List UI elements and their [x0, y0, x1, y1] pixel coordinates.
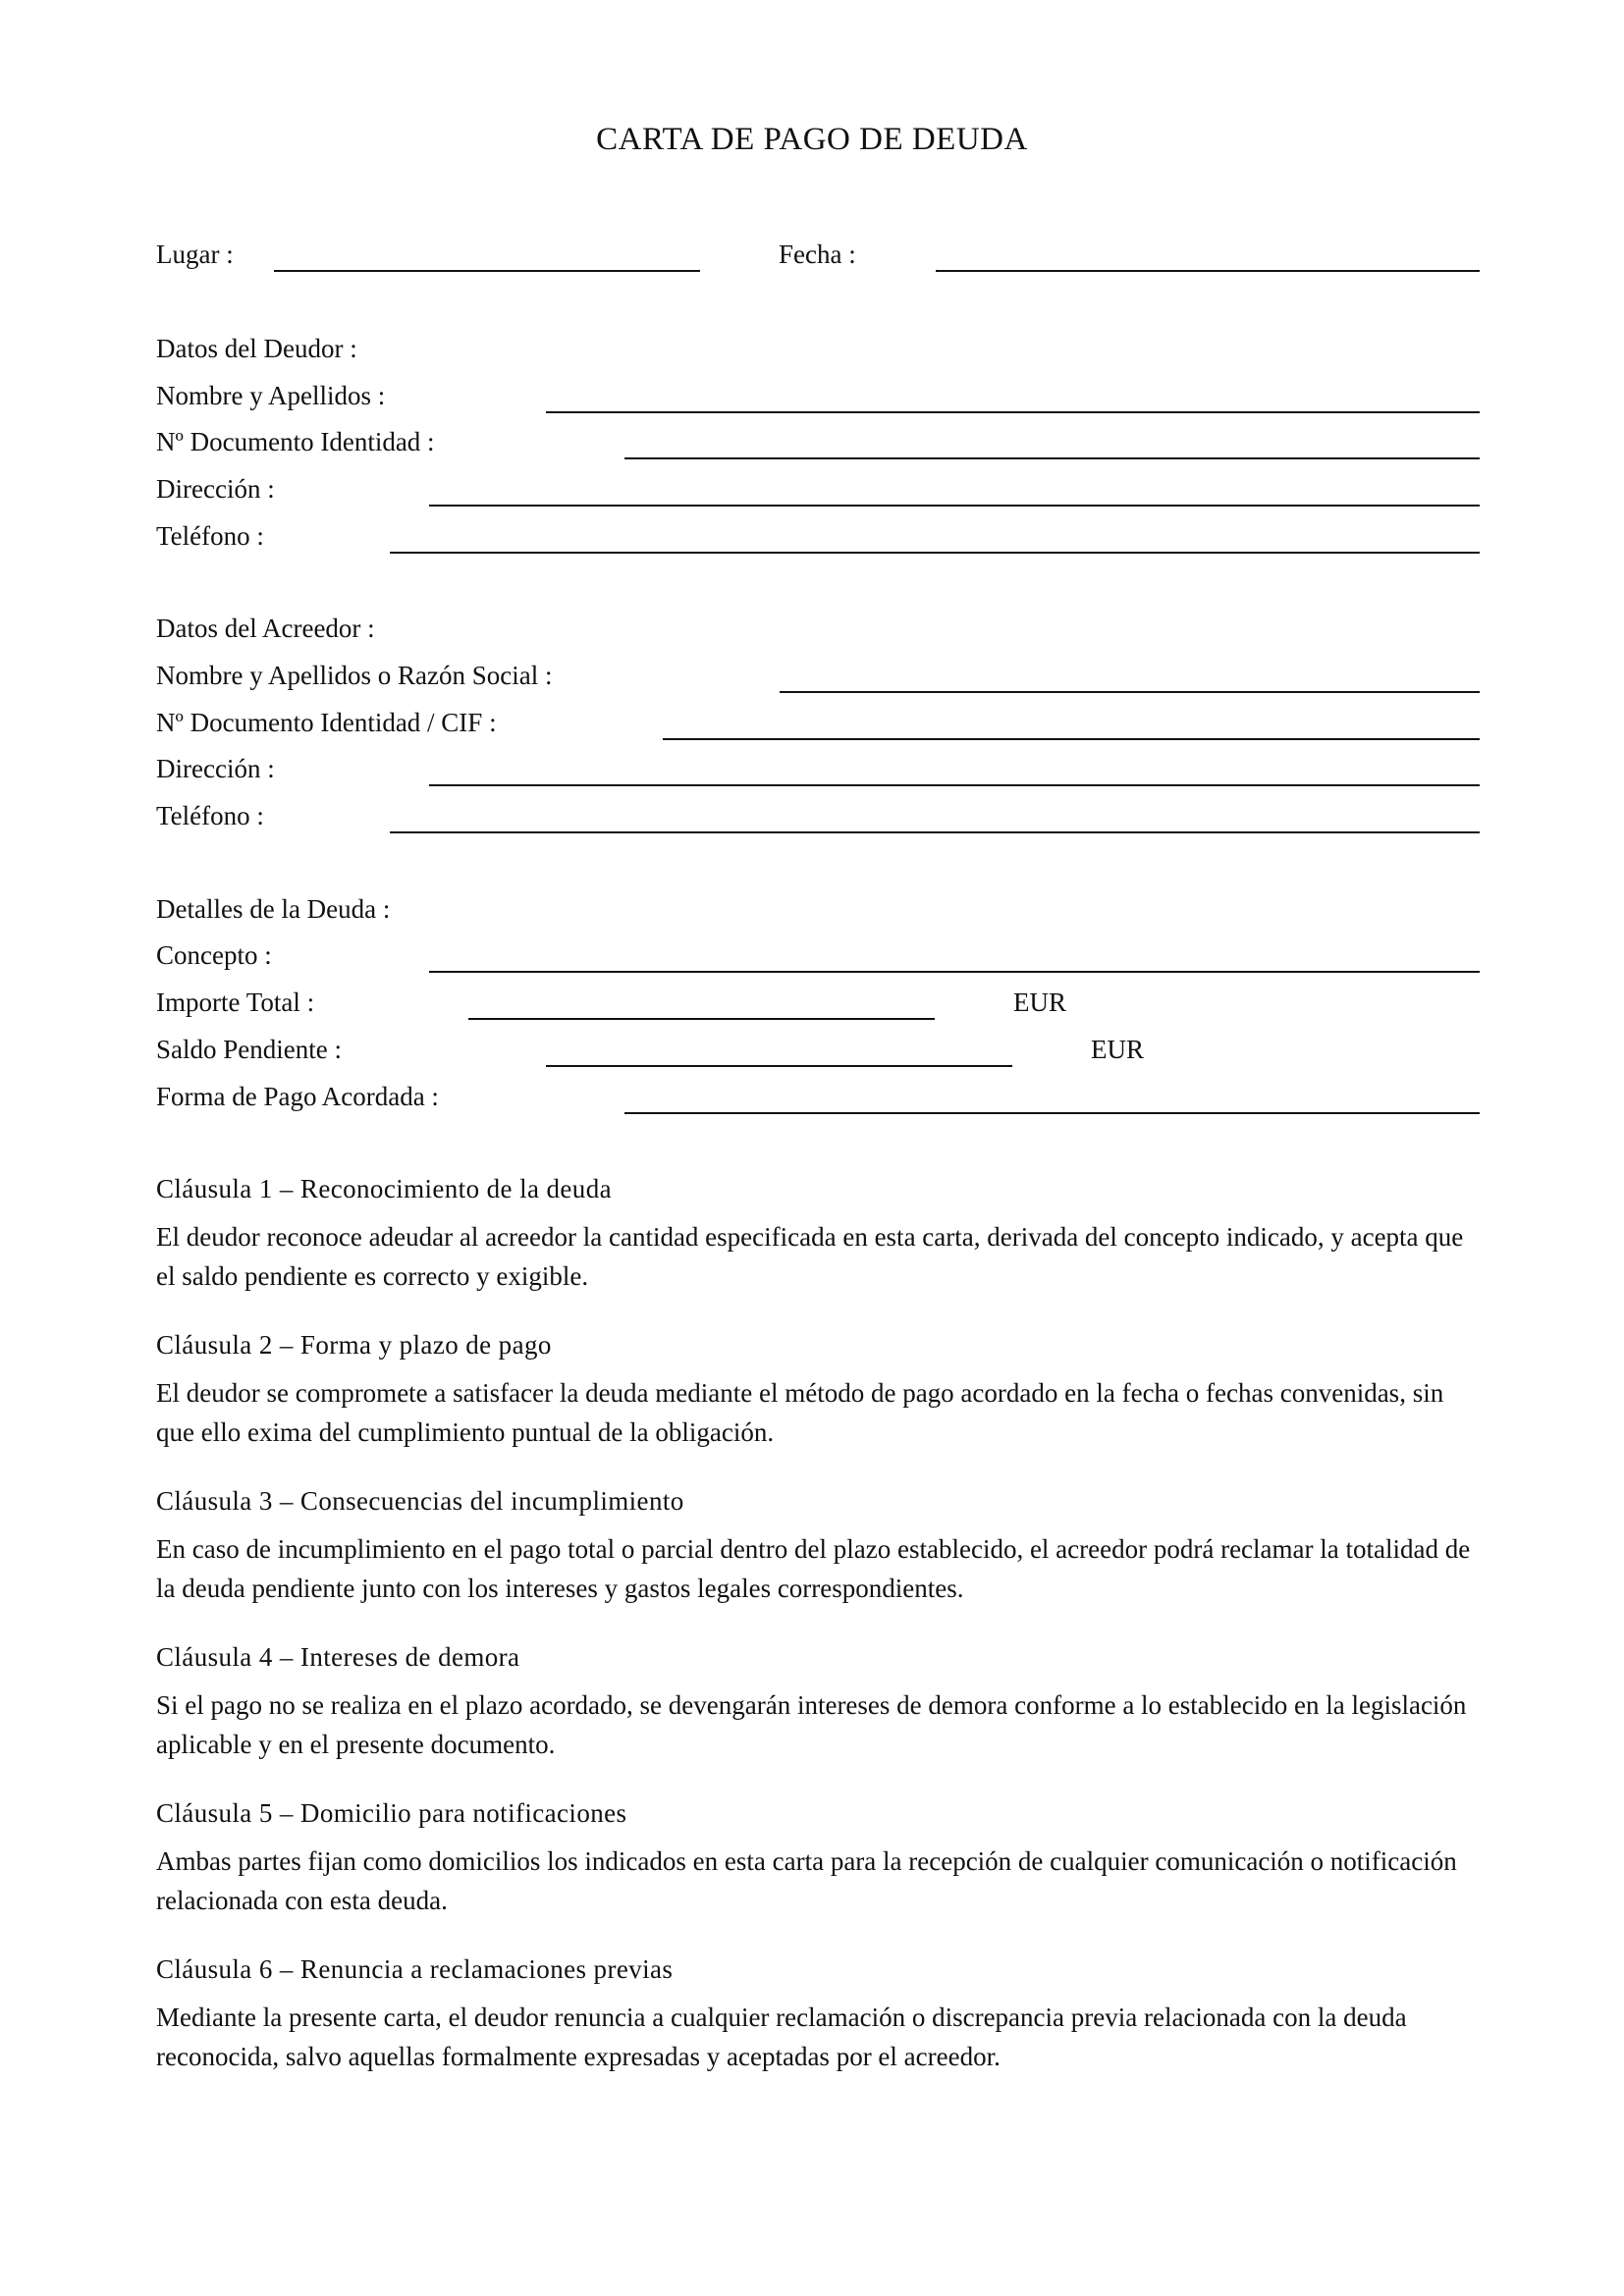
concepto-label: Concepto :	[156, 940, 272, 970]
clause-1-title: Cláusula 1 – Reconocimiento de la deuda	[156, 1174, 612, 1203]
deuda-section-label: Detalles de la Deuda :	[156, 894, 391, 924]
clause-3-title: Cláusula 3 – Consecuencias del incumplimiento	[156, 1486, 684, 1516]
deudor-direccion-label: Dirección :	[156, 474, 275, 504]
importe-total-currency: EUR	[1013, 988, 1066, 1017]
saldo-pendiente-field-line[interactable]	[546, 1065, 1012, 1067]
deudor-telefono-label: Teléfono :	[156, 521, 264, 551]
lugar-label: Lugar :	[156, 240, 234, 269]
importe-total-field-line[interactable]	[468, 1018, 935, 1020]
acreedor-telefono-field-line[interactable]	[390, 831, 1480, 833]
clause-1-body: El deudor reconoce adeudar al acreedor la cantidad especificada en esta carta, derivada del concepto indicado, y acepta que el saldo pendiente es correcto y exigible.	[156, 1222, 1464, 1291]
deudor-nombre-field-line[interactable]	[546, 411, 1480, 413]
clause-3-body: En caso de incumplimiento en el pago total o parcial dentro del plazo establecido, el acreedor podrá reclamar la totalidad de la deuda pendiente junto con los intereses y gastos legales correspondientes.	[156, 1534, 1471, 1603]
saldo-pendiente-currency: EUR	[1091, 1035, 1144, 1064]
saldo-pendiente-label: Saldo Pendiente :	[156, 1035, 342, 1064]
fecha-field-line[interactable]	[936, 270, 1480, 272]
deudor-documento-field-line[interactable]	[624, 457, 1480, 459]
clause-2-title: Cláusula 2 – Forma y plazo de pago	[156, 1330, 552, 1360]
acreedor-section-label: Datos del Acreedor :	[156, 614, 375, 643]
deudor-nombre-label: Nombre y Apellidos :	[156, 381, 386, 410]
clause-5-title: Cláusula 5 – Domicilio para notificaciones	[156, 1798, 627, 1828]
forma-pago-field-line[interactable]	[624, 1112, 1480, 1114]
clause-6-body: Mediante la presente carta, el deudor renuncia a cualquier reclamación o discrepancia previa relacionada con la deuda reconocida, salvo aquellas formalmente expresadas y aceptadas por el acreedor.	[156, 2002, 1407, 2071]
clause-6-title: Cláusula 6 – Renuncia a reclamaciones previas	[156, 1954, 674, 1984]
deudor-direccion-field-line[interactable]	[429, 505, 1480, 507]
clause-2-body: El deudor se compromete a satisfacer la deuda mediante el método de pago acordado en la fecha o fechas convenidas, sin que ello exima del cumplimiento puntual de la obligación.	[156, 1378, 1444, 1447]
importe-total-label: Importe Total :	[156, 988, 315, 1017]
acreedor-nombre-label: Nombre y Apellidos o Razón Social :	[156, 661, 553, 690]
deudor-telefono-field-line[interactable]	[390, 552, 1480, 554]
acreedor-nombre-field-line[interactable]	[780, 691, 1480, 693]
document-title: CARTA DE PAGO DE DEUDA	[596, 122, 1028, 157]
clause-4-title: Cláusula 4 – Intereses de demora	[156, 1642, 520, 1672]
acreedor-direccion-field-line[interactable]	[429, 784, 1480, 786]
acreedor-telefono-label: Teléfono :	[156, 801, 264, 830]
acreedor-documento-field-line[interactable]	[663, 738, 1480, 740]
lugar-field-line[interactable]	[274, 270, 700, 272]
clause-5-body: Ambas partes fijan como domicilios los indicados en esta carta para la recepción de cualquier comunicación o notificación relacionada con esta deuda.	[156, 1846, 1457, 1915]
deudor-section-label: Datos del Deudor :	[156, 334, 357, 363]
forma-pago-label: Forma de Pago Acordada :	[156, 1082, 439, 1111]
clause-4-body: Si el pago no se realiza en el plazo acordado, se devengarán intereses de demora conforme a lo establecido en la legislación aplicable y en el presente documento.	[156, 1690, 1467, 1759]
fecha-label: Fecha :	[779, 240, 856, 269]
deudor-documento-label: Nº Documento Identidad :	[156, 427, 435, 456]
acreedor-documento-label: Nº Documento Identidad / CIF :	[156, 708, 497, 737]
acreedor-direccion-label: Dirección :	[156, 754, 275, 783]
concepto-field-line[interactable]	[429, 971, 1480, 973]
